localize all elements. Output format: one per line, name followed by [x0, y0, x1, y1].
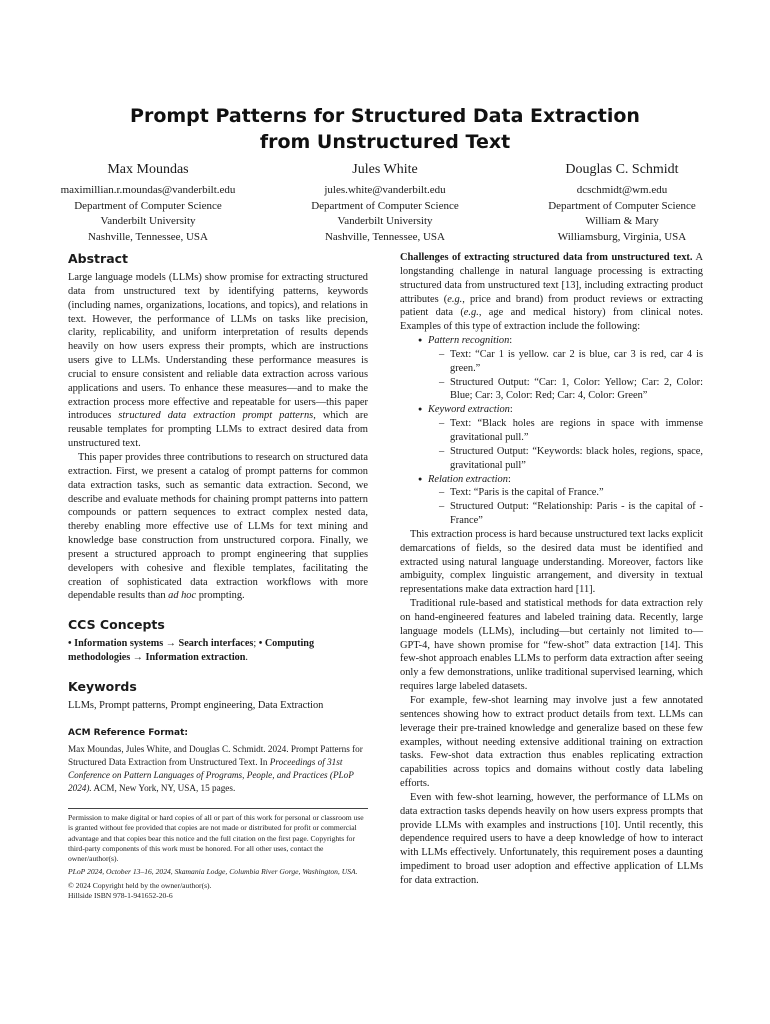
abstract-paragraph-1: Large language models (LLMs) show promise for extracting structured data from unstructured text by identifying patterns, keywords (including names, organizations, locations, and topics), and relations in text. However, the performance of LLMs on tasks like precision, clarity, replicability, and uniform interpretation of results depends heavily on how users express their prompts, which are instructions users give to LLMs. Understanding these performance measures is crucial to ensure consistent and reliable data extraction across various applications and users. To enhance these measures—and to make the extraction process more effective and repeatable for users—this paper introduces structured data extraction prompt patterns, which are reusable templates for prompting LLMs to extract desired data from unstructured text.	[68, 272, 368, 450]
author-location: Nashville, Tennessee, USA	[87, 230, 208, 243]
example-output: – Structured Output: “Car: 1, Color: Yellow; Car: 2, Color: Blue; Car: 3, Color: Red; Car: 4, Color: Green”	[440, 376, 703, 404]
author-department: Department of Computer Science	[74, 199, 222, 212]
copyright-footnote	[68, 808, 368, 904]
body-paragraph-even: Even with few-shot learning, however, the performance of LLMs on data extraction tasks depends heavily on how users express prompts that provide LLMs with examples and instructions [10]. Until recently, this dependence required users to have a deep knowledge of how to interact with LLMs effectively. Unfortunately, this requirement poses a daunting impediment to broad user adoption and effective application of LLMs for data extraction.	[400, 791, 703, 886]
author-department: Department of Computer Science	[311, 199, 459, 212]
author-name: Max Moundas	[107, 162, 189, 177]
example-text: – Text: “Paris is the capital of France.”	[440, 486, 703, 500]
author-location: Nashville, Tennessee, USA	[324, 230, 445, 243]
example-output: – Structured Output: “Keywords: black holes, regions, space, gravitational pull”	[440, 445, 703, 473]
abstract-paragraph-2: This paper provides three contributions to research on structured data extraction. First, we present a catalog of prompt patterns for common data extraction tasks, such as semantic data extraction. Second, we describe and evaluate methods for chaining prompt patterns into pattern compounds or pattern sequences to extract complex nested data, thereby enabling more effective use of LLMs for text mining and knowledge base construction from unstructured corpora. Finally, we present a structured approach to prompt engineering that supplies developers with cohesive and flexible templates, facilitating the creation of sophisticated data extraction workflows with more dependable results than ad hoc prompting.	[68, 451, 368, 602]
list-item: ● Keyword extraction: – Text: “Black holes are regions in space with immense gravitational pull.” – Structured Output: “Keywords: black holes, regions, space, gravitational pull”	[420, 403, 703, 472]
list-item: ● Pattern recognition: – Text: “Car 1 is yellow. car 2 is blue, car 3 is red, car 4 is green.” – Structured Output: “Car: 1, Color: Yellow; Car: 2, Color: Blue; Car: 3, Color: Red; Car: 4, Color: Green”	[420, 334, 703, 403]
acm-reference-text: Max Moundas, Jules White, and Douglas C. Schmidt. 2024. Prompt Patterns for Structured Data Extraction from Unstructured Text. In Proceedings of 31st Conference on Pattern Languages of Programs, People, and Practices (PLoP 2024). ACM, New York, NY, USA, 15 pages.	[68, 743, 363, 794]
example-text: – Text: “Black holes are regions in space with immense gravitational pull.”	[440, 417, 703, 445]
body-paragraph-process: This extraction process is hard because unstructured text lacks explicit demarcations of fields, so the desired data must be identified and extracted using natural language understanding. Moreover, factors like ambiguity, complex linguistic arrangement, and diversity in textual representations make data extraction hard [11].	[400, 528, 703, 596]
keywords-heading: Keywords	[68, 678, 137, 694]
extraction-examples-list	[400, 334, 703, 528]
keywords-text: LLMs, Prompt patterns, Prompt engineering, Data Extraction	[68, 699, 324, 711]
ccs-heading: CCS Concepts	[68, 617, 165, 633]
venue-note: PLoP 2024, October 13–16, 2024, Skamania Lodge, Columbia River Gorge, Washington, USA.	[68, 867, 358, 877]
paper-title	[60, 103, 710, 155]
ccs-concepts: • Information systems → Search interfaces; • Computing methodologies → Information extraction.	[68, 638, 315, 664]
author-organization: William & Mary	[585, 215, 659, 227]
author-organization: Vanderbilt University	[100, 215, 196, 227]
left-column	[68, 251, 368, 795]
example-text: – Text: “Car 1 is yellow. car 2 is blue, car 3 is red, car 4 is green.”	[440, 348, 703, 376]
author-block	[30, 160, 740, 245]
abstract-heading: Abstract	[68, 251, 129, 266]
body-paragraph-traditional: Traditional rule-based and statistical methods for data extraction rely on hand-engineered features and labeled training data. Recently, large language models (LLMs), including—but certainly not limited to—GPT-4, have shown promise for “few-shot” data extraction [14]. This few-shot approach enables LLMs to perform data extraction after seeing only a few demonstrations, unlike traditional supervised learning, which requires large labeled datasets.	[400, 598, 703, 693]
author-email: jules.white@vanderbilt.edu	[324, 184, 446, 196]
author-organization: Vanderbilt University	[337, 215, 433, 227]
example-output: – Structured Output: “Relationship: Paris - is the capital of - France”	[440, 500, 703, 528]
title-line-1: Prompt Patterns for Structured Data Extraction	[130, 105, 640, 127]
isbn-line: Hillside ISBN 978-1-941652-20-6	[68, 891, 173, 901]
body-paragraph-example: For example, few-shot learning may involve just a few annotated sentences showing how to extract product details from text. LLMs can leverage their pre-trained knowledge and generalize based on these few examples, without needing extensive additional training on extraction tasks. Few-shot data extraction thus enables replicating extraction capabilities across topics and domains without costly data labeling efforts.	[400, 695, 703, 790]
author-1	[30, 160, 266, 245]
challenges-paragraph: Challenges of extracting structured data from unstructured text. A longstanding challenge in natural language processing is extracting structured data from unstructured text [13], including extracting product attributes (e.g., price and brand) from product reviews or extracting patient data (e.g., age and medical history) from clinical notes. Examples of this type of extraction include the following:	[400, 252, 703, 333]
right-column	[400, 251, 703, 888]
list-item: ● Relation extraction: – Text: “Paris is the capital of France.” – Structured Output: “Relationship: Paris - is the capital of - France”	[420, 473, 703, 528]
author-location: Williamsburg, Virginia, USA	[557, 230, 687, 243]
author-name: Douglas C. Schmidt	[565, 162, 679, 177]
author-2	[267, 160, 503, 245]
author-3	[504, 160, 740, 245]
copyright-line: © 2024 Copyright held by the owner/author(s).	[68, 880, 212, 890]
author-name: Jules White	[352, 162, 418, 177]
author-department: Department of Computer Science	[548, 199, 696, 212]
acm-reference-heading: ACM Reference Format:	[68, 727, 188, 738]
permission-notice: Permission to make digital or hard copies of all or part of this work for personal or classroom use is granted without fee provided that copies are not made or distributed for profit or commercial advantage and that copies bear this notice and the full citation on the first page. Copyrights for third-party components of this work must be honored. For all other uses, contact the owner/author(s).	[68, 813, 364, 864]
author-email: dcschmidt@wm.edu	[576, 184, 668, 196]
author-email: maximillian.r.moundas@vanderbilt.edu	[60, 184, 236, 196]
title-line-2: from Unstructured Text	[259, 131, 511, 153]
